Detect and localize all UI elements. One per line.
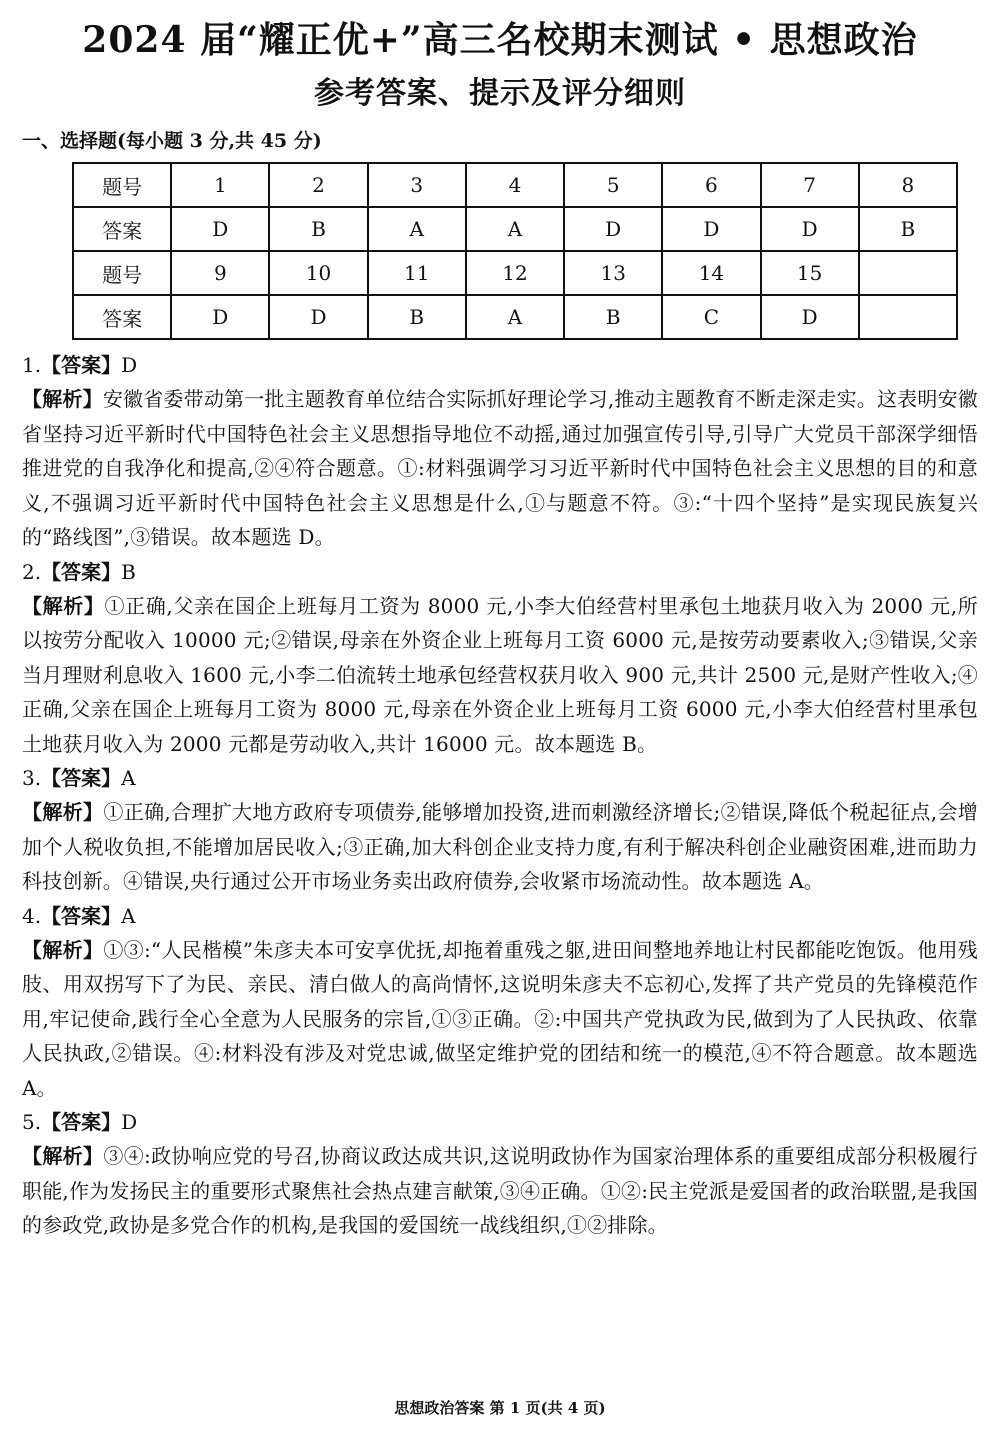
table-cell: A [466, 207, 564, 251]
table-cell: 8 [859, 163, 957, 207]
table-row [73, 295, 957, 339]
table-cell: 6 [662, 163, 760, 207]
answer-value: D [121, 1110, 138, 1134]
table-row [73, 207, 957, 251]
table-cell: D [269, 295, 367, 339]
table-cell: D [171, 295, 269, 339]
answer-bracket: 【答案】 [41, 1110, 122, 1134]
question-number: 1. [22, 353, 42, 377]
answer-value: B [121, 559, 136, 584]
analysis-text: ①正确,合理扩大地方政府专项债券,能够增加投资,进而刺激经济增长;②错误,降低个税起征点,会增加个人税收负担,不能增加居民收入;③正确,加大科创企业支持力度,有利于解决科创企业融资困难,进而助力科技创新。④错误,央行通过公开市场业务卖出政府债券,会收紧市场流动性。故本题选 A。 [22, 800, 978, 893]
table-cell: 5 [564, 163, 662, 207]
list-item [22, 761, 978, 899]
table-cell: 4 [466, 163, 564, 207]
table-cell: D [761, 295, 859, 339]
list-item [22, 899, 978, 1106]
question-number: 3. [22, 766, 42, 790]
explanation-list [22, 348, 978, 1243]
table-cell: D [662, 207, 760, 251]
analysis-paragraph [22, 795, 978, 899]
table-cell: 10 [269, 251, 367, 295]
table-row [73, 251, 957, 295]
table-cell: D [171, 207, 269, 251]
analysis-text: ①正确,父亲在国企上班每月工资为 8000 元,小李大伯经营村里承包土地获月收入为 2000 元,所以按劳分配收入 10000 元;②错误,母亲在外资企业上班每月工资 6000 元,是按劳动要素收入;③错误,父亲当月理财利息收入 1600 元,小李二伯流转土地承包经营权获月收入 900 元,共计 2500 元,是财产性收入;④正确,父亲在国企上班每月工资为 8000 元,母亲在外资企业上班每月工资 6000 元,小李大伯经营村里承包土地获月收入为 2000 元都是劳动收入,共计 16000 元。故本题选 B。 [22, 593, 978, 756]
analysis-paragraph [22, 1139, 978, 1243]
table-cell: 7 [761, 163, 859, 207]
analysis-paragraph [22, 589, 978, 762]
table-cell: C [662, 295, 760, 339]
table-cell: B [859, 207, 957, 251]
row-label: 题号 [73, 251, 171, 295]
analysis-bracket: 【解析】 [22, 593, 105, 618]
answer-value: A [121, 766, 136, 790]
answer-line [22, 899, 978, 933]
table-cell: 2 [269, 163, 367, 207]
question-number: 2. [22, 559, 42, 584]
answer-line [22, 555, 978, 589]
answer-bracket: 【答案】 [41, 903, 122, 928]
document-subtitle: 参考答案、提示及评分细则 [314, 76, 686, 111]
table-cell [859, 251, 957, 295]
table-cell: B [368, 295, 466, 339]
table-cell: D [564, 207, 662, 251]
answer-table [72, 162, 958, 340]
page-footer: 思想政治答案 第 1 页(共 4 页) [394, 1399, 606, 1417]
document-title: 2024 届“耀正优+”高三名校期末测试 • 思想政治 [82, 19, 918, 61]
list-item [22, 348, 978, 555]
table-cell [859, 295, 957, 339]
table-cell: 12 [466, 251, 564, 295]
analysis-bracket: 【解析】 [22, 1144, 104, 1168]
table-cell: 3 [368, 163, 466, 207]
answer-line [22, 761, 978, 795]
table-cell: B [564, 295, 662, 339]
answer-line [22, 348, 978, 382]
table-cell: B [269, 207, 367, 251]
table-cell: 11 [368, 251, 466, 295]
analysis-paragraph [22, 382, 978, 555]
list-item [22, 1105, 978, 1243]
table-cell: D [761, 207, 859, 251]
analysis-paragraph [22, 933, 978, 1106]
answer-bracket: 【答案】 [41, 353, 122, 377]
table-cell: 1 [171, 163, 269, 207]
row-label: 题号 [73, 163, 171, 207]
answer-value: D [121, 353, 138, 377]
row-label: 答案 [73, 207, 171, 251]
table-cell: A [466, 295, 564, 339]
section-heading: 一、选择题(每小题 3 分,共 45 分) [22, 130, 322, 152]
row-label: 答案 [73, 295, 171, 339]
analysis-bracket: 【解析】 [22, 937, 104, 962]
analysis-text: ③④:政协响应党的号召,协商议政达成共识,这说明政协作为国家治理体系的重要组成部分积极履行职能,作为发扬民主的重要形式聚焦社会热点建言献策,③④正确。①②:民主党派是爱国者的政治联盟,是我国的参政党,政协是多党合作的机构,是我国的爱国统一战线组织,①②排除。 [22, 1144, 979, 1237]
table-row [73, 163, 957, 207]
answer-line [22, 1105, 978, 1139]
analysis-text: 安徽省委带动第一批主题教育单位结合实际抓好理论学习,推动主题教育不断走深走实。这表明安徽省坚持习近平新时代中国特色社会主义思想指导地位不动摇,通过加强宣传引导,引导广大党员干部深学细悟推进党的自我净化和提高,②④符合题意。①:材料强调学习习近平新时代中国特色社会主义思想的目的和意义,不强调习近平新时代中国特色社会主义思想是什么,①与题意不符。③:“十四个坚持”是实现民族复兴的“路线图”,③错误。故本题选 D。 [22, 387, 978, 549]
answer-value: A [121, 903, 136, 928]
analysis-bracket: 【解析】 [22, 387, 103, 411]
table-cell: 14 [662, 251, 760, 295]
answer-bracket: 【答案】 [41, 559, 122, 584]
question-number: 4. [22, 903, 42, 928]
table-cell: 13 [564, 251, 662, 295]
analysis-text: ①③:“人民楷模”朱彦夫本可安享优抚,却拖着重残之躯,进田间整地养地让村民都能吃饱饭。他用残肢、用双拐写下了为民、亲民、清白做人的高尚情怀,这说明朱彦夫不忘初心,发挥了共产党员的先锋模范作用,牢记使命,践行全心全意为人民服务的宗旨,①③正确。②:中国共产党执政为民,做到为了人民执政、依靠人民执政,②错误。④:材料没有涉及对党忠诚,做坚定维护党的团结和统一的模范,④不符合题意。故本题选 A。 [22, 937, 978, 1100]
answer-bracket: 【答案】 [41, 766, 122, 790]
analysis-bracket: 【解析】 [22, 800, 104, 824]
table-cell: 9 [171, 251, 269, 295]
list-item [22, 555, 978, 762]
question-number: 5. [22, 1110, 42, 1134]
table-cell: A [368, 207, 466, 251]
table-cell: 15 [761, 251, 859, 295]
